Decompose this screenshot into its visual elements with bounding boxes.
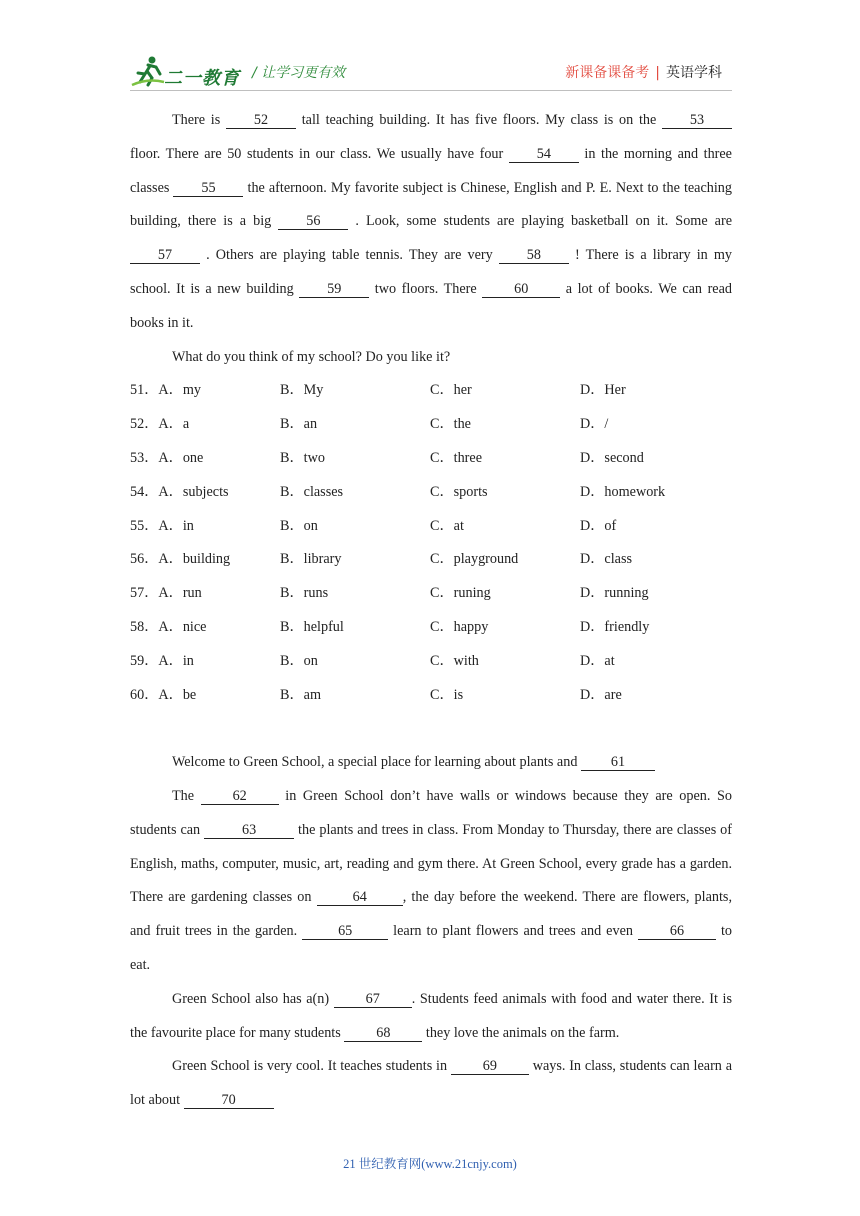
option-a [130, 476, 229, 510]
option-row-58 [130, 611, 732, 645]
blank-55: 55 [173, 181, 243, 197]
question-number: 60． [130, 686, 159, 703]
option-b: B．am [280, 686, 321, 703]
option-c: C．at [430, 517, 464, 534]
blank-67: 67 [334, 992, 412, 1008]
text-run: Welcome to Green School, a special place for learning about plants and [172, 754, 581, 771]
option-a [130, 645, 194, 679]
option-a [130, 442, 203, 476]
option-a [130, 611, 206, 645]
page-footer: 21 世纪教育网(www.21cnjy.com) [343, 1157, 517, 1171]
blank-63: 63 [204, 823, 294, 839]
text-run: the plants and trees in class. From Monday to Thursday, there are classes of English, maths, computer, music, art, reading and gym there. At Green School, every grade has a garden. There are gardening classes on [130, 821, 732, 906]
option-d: D．of [580, 517, 617, 534]
option-row-51 [130, 374, 732, 408]
question-number: 54． [130, 483, 159, 500]
text-run: There is [172, 112, 226, 128]
option-b: B．helpful [280, 618, 344, 635]
option-a-text: A．a [158, 416, 190, 433]
passage2-intro [130, 746, 732, 780]
text-run: two floors. There [369, 280, 483, 297]
question-number: 52． [130, 416, 159, 433]
header-right [565, 62, 722, 82]
option-d: D．class [580, 551, 633, 568]
option-row-54 [130, 476, 732, 510]
option-c: C．with [430, 652, 479, 669]
text-run: ways. In class, students can learn a lot about [130, 1058, 732, 1109]
option-a-text: A．nice [158, 618, 207, 635]
text-run: to eat. [130, 923, 732, 973]
option-c: C．her [430, 382, 472, 399]
option-d: D．/ [580, 416, 609, 433]
blank-59: 59 [299, 282, 369, 298]
option-row-53 [130, 442, 732, 476]
question-number: 57． [130, 585, 159, 602]
passage2-final-paragraph [130, 1050, 732, 1118]
blank-69: 69 [451, 1059, 529, 1075]
text-run: learn to plant flowers and trees and even [388, 923, 638, 940]
header-separator: | [655, 65, 660, 81]
text-run: tall teaching building. It has five floors. My class is on the [296, 112, 662, 128]
site-logo [130, 54, 240, 88]
slogan: / 让学习更有效 [252, 65, 346, 81]
question-number: 55． [130, 517, 159, 534]
option-b: B．runs [280, 585, 329, 602]
option-b: B．two [280, 449, 325, 466]
blank-62: 62 [201, 789, 279, 805]
option-a-text: A．subjects [158, 483, 229, 500]
blank-66: 66 [638, 924, 716, 940]
option-c: C．playground [430, 551, 519, 568]
option-d: D．at [580, 652, 615, 669]
question-number: 51． [130, 382, 159, 399]
option-d: D．homework [580, 483, 666, 500]
option-row-55 [130, 510, 732, 544]
text-run: they love the animals on the farm. [422, 1024, 620, 1041]
blank-54: 54 [509, 147, 579, 163]
option-b: B．My [280, 382, 324, 399]
text-run: . Look, some students are playing basketball on it. Some are [348, 213, 732, 230]
option-a-text: A．one [158, 449, 204, 466]
text-run: The [172, 787, 201, 804]
text-run: a lot of books. We can read books in it. [130, 280, 732, 331]
option-c: C．three [430, 449, 483, 466]
text-run: Green School is very cool. It teaches students in [172, 1058, 451, 1075]
option-b: B．library [280, 551, 342, 568]
option-a [130, 543, 230, 577]
option-a-text: A．building [158, 551, 231, 568]
text-run: in the morning and three classes [130, 145, 732, 196]
option-row-52 [130, 408, 732, 442]
option-row-57 [130, 577, 732, 611]
blank-70: 70 [184, 1093, 274, 1109]
question-number: 56． [130, 551, 159, 568]
option-c: C．runing [430, 585, 491, 602]
option-a-text: A．be [158, 686, 197, 703]
option-a-text: A．in [158, 652, 194, 669]
passage2-farm-paragraph [130, 983, 732, 1051]
option-d: D．running [580, 585, 649, 602]
blank-65: 65 [302, 924, 388, 940]
option-a [130, 510, 194, 544]
text-run: , the day before the weekend. There are flowers, plants, and fruit trees in the garden. [130, 889, 732, 940]
option-c: C．happy [430, 618, 489, 635]
option-d: D．are [580, 686, 622, 703]
option-a [130, 577, 202, 611]
text-run: the afternoon. My favorite subject is Chinese, English and P. E. Next to the teaching building, there is a big [130, 179, 732, 230]
option-d: D．Her [580, 382, 626, 399]
passage2-paragraph [130, 780, 732, 983]
blank-68: 68 [344, 1026, 422, 1042]
option-a [130, 679, 196, 713]
text-run: Green School also has a(n) [172, 990, 334, 1007]
question-number: 58． [130, 618, 159, 635]
subject-label: 英语学科 [666, 65, 722, 81]
option-a-text: A．my [158, 382, 201, 399]
option-row-60 [130, 679, 732, 713]
options-list [130, 374, 732, 712]
text-run: in Green School don’t have walls or windows because they are open. So students can [130, 787, 732, 838]
blank-58: 58 [499, 248, 569, 264]
option-d: D．friendly [580, 618, 650, 635]
series-label: 新课备课备考 [565, 65, 650, 81]
blank-52: 52 [226, 113, 296, 129]
option-c: C．is [430, 686, 464, 703]
option-a-text: A．in [158, 517, 194, 534]
question-number: 53． [130, 449, 159, 466]
runner-logo-icon [130, 54, 166, 88]
option-c: C．the [430, 416, 471, 433]
option-a [130, 374, 201, 408]
passage1-paragraph [130, 104, 732, 341]
option-a-text: A．run [158, 585, 202, 602]
blank-61: 61 [581, 755, 655, 771]
text-run: . Others are playing table tennis. They are very [200, 247, 499, 264]
passage1-question: What do you think of my school? Do you like it? [172, 348, 451, 365]
blank-60: 60 [482, 282, 560, 298]
option-b: B．on [280, 652, 318, 669]
section-gap [130, 712, 732, 746]
page-header [130, 50, 732, 90]
option-c: C．sports [430, 483, 488, 500]
option-row-59 [130, 645, 732, 679]
option-row-56 [130, 543, 732, 577]
blank-53: 53 [662, 113, 732, 129]
option-b: B．classes [280, 483, 344, 500]
question-number: 59． [130, 652, 159, 669]
header-divider [130, 90, 732, 91]
blank-64: 64 [317, 890, 403, 906]
blank-57: 57 [130, 248, 200, 264]
option-d: D．second [580, 449, 644, 466]
blank-56: 56 [278, 214, 348, 230]
option-b: B．an [280, 416, 318, 433]
logo-text: 二一教育 [164, 68, 240, 89]
text-run: ! There is a library in my school. It is a new building [130, 247, 732, 297]
option-b: B．on [280, 517, 318, 534]
text-run: floor. There are 50 students in our class. We usually have four [130, 145, 509, 162]
text-run: . Students feed animals with food and water there. It is the favourite place for many students [130, 990, 732, 1041]
option-a [130, 408, 189, 442]
document-body [130, 104, 732, 1118]
